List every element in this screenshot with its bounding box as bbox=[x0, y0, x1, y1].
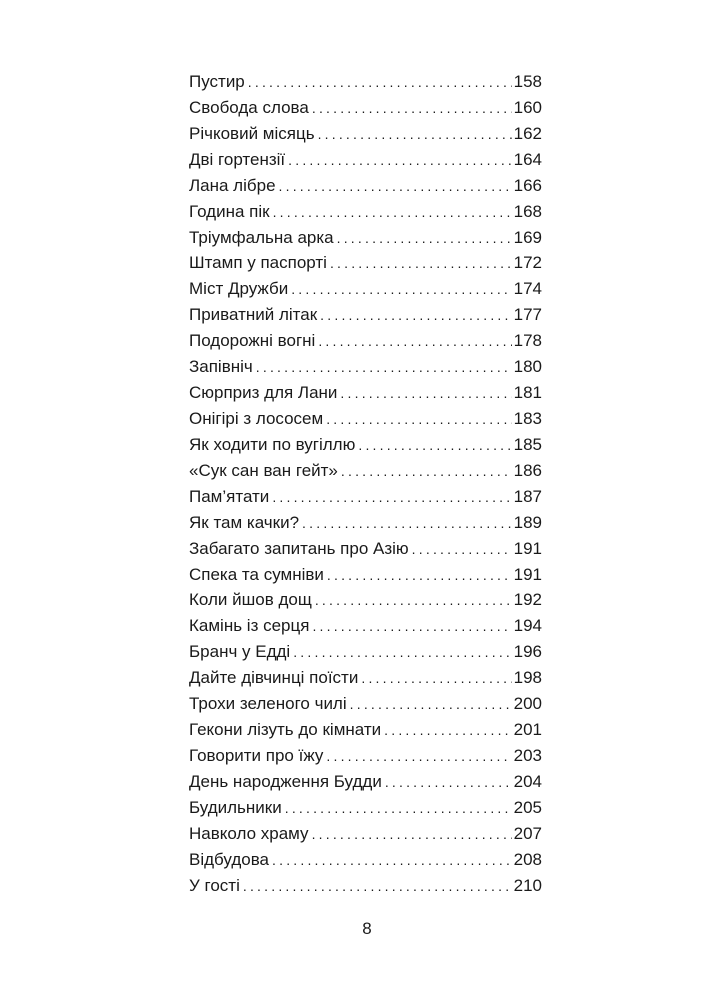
toc-entry-page: 194 bbox=[513, 616, 542, 636]
toc-entry-page: 196 bbox=[513, 642, 542, 662]
dot-leader bbox=[272, 485, 511, 511]
dot-leader bbox=[412, 537, 512, 563]
dot-leader bbox=[293, 640, 511, 666]
dot-leader bbox=[341, 459, 512, 485]
dot-leader bbox=[318, 122, 512, 148]
toc-entry-page: 192 bbox=[513, 590, 542, 610]
toc-entry-page: 210 bbox=[513, 875, 542, 895]
toc-entry-title: Як там качки? bbox=[189, 512, 300, 532]
toc-entry bbox=[189, 484, 542, 510]
toc-entry-title: Коли йшов дощ bbox=[189, 590, 312, 610]
toc-entry bbox=[189, 562, 542, 588]
toc-entry-title: Річковий місяць bbox=[189, 123, 315, 143]
dot-leader bbox=[291, 277, 511, 303]
dot-leader bbox=[361, 666, 511, 692]
toc-entry bbox=[189, 354, 542, 380]
toc-entry-page: 204 bbox=[513, 771, 542, 791]
toc-entry bbox=[189, 380, 542, 406]
toc-entry-page: 180 bbox=[513, 357, 542, 377]
toc-entry-title: Міст Дружби bbox=[189, 279, 289, 299]
dot-leader bbox=[337, 226, 512, 252]
dot-leader bbox=[320, 303, 511, 329]
dot-leader bbox=[273, 200, 512, 226]
dot-leader bbox=[315, 588, 512, 614]
toc-entry bbox=[189, 95, 542, 121]
dot-leader bbox=[256, 355, 512, 381]
toc-entry bbox=[189, 613, 542, 639]
dot-leader bbox=[243, 874, 512, 900]
toc-entry-title: Говорити про їжу bbox=[189, 745, 324, 765]
page-number: 8 bbox=[362, 919, 372, 938]
toc-entry-title: Бранч у Едді bbox=[189, 642, 291, 662]
toc-entry bbox=[189, 873, 542, 899]
toc-entry-title: Як ходити по вугіллю bbox=[189, 434, 356, 454]
toc-entry bbox=[189, 250, 542, 276]
toc-entry-title: День народження Будди bbox=[189, 771, 382, 791]
toc-entry-title: Дайте дівчинці поїсти bbox=[189, 668, 359, 688]
dot-leader bbox=[272, 848, 512, 874]
toc-entry-title: У гості bbox=[189, 875, 240, 895]
toc-entry-title: Навколо храму bbox=[189, 823, 309, 843]
toc-entry-page: 164 bbox=[513, 149, 542, 169]
dot-leader bbox=[312, 822, 512, 848]
dot-leader bbox=[350, 692, 512, 718]
toc-entry bbox=[189, 276, 542, 302]
toc-entry-page: 158 bbox=[513, 72, 542, 91]
toc-entry-title: Штамп у паспорті bbox=[189, 253, 327, 273]
toc-entry bbox=[189, 847, 542, 873]
toc-entry bbox=[189, 302, 542, 328]
toc-entry-page: 191 bbox=[513, 538, 542, 558]
toc-entry-title: Подорожні вогні bbox=[189, 331, 316, 351]
toc-entry-title: Забагато запитань про Азію bbox=[189, 538, 409, 558]
toc-entry bbox=[189, 225, 542, 251]
toc-entry-page: 160 bbox=[513, 97, 542, 117]
toc-entry-page: 177 bbox=[513, 305, 542, 325]
toc-entry-page: 187 bbox=[513, 486, 542, 506]
toc-entry-page: 169 bbox=[513, 227, 542, 247]
toc-entry-page: 178 bbox=[513, 331, 542, 351]
toc-entry bbox=[189, 717, 542, 743]
toc-entry bbox=[189, 691, 542, 717]
toc-entry bbox=[189, 458, 542, 484]
toc-entry-title: Свобода слова bbox=[189, 97, 309, 117]
toc-entry bbox=[189, 121, 542, 147]
toc-entry-page: 191 bbox=[513, 564, 542, 584]
toc-entry bbox=[189, 665, 542, 691]
toc-entry-page: 174 bbox=[513, 279, 542, 299]
dot-leader bbox=[312, 614, 511, 640]
dot-leader bbox=[384, 718, 511, 744]
toc-entry-title: Пустир bbox=[189, 72, 245, 91]
toc-entry-page: 203 bbox=[513, 745, 542, 765]
toc-entry bbox=[189, 795, 542, 821]
dot-leader bbox=[248, 70, 512, 96]
toc-entry-title: Спека та сумніви bbox=[189, 564, 324, 584]
toc-entry-title: Дві гортензії bbox=[189, 149, 286, 169]
toc-entry-title: Пам’ятати bbox=[189, 486, 270, 506]
toc-entry-page: 181 bbox=[513, 383, 542, 403]
toc-entry bbox=[189, 432, 542, 458]
toc-entry-page: 201 bbox=[513, 720, 542, 740]
toc-entry-page: 172 bbox=[513, 253, 542, 273]
toc-entry-page: 168 bbox=[513, 201, 542, 221]
table-of-contents bbox=[189, 69, 542, 899]
dot-leader bbox=[358, 433, 511, 459]
toc-entry-page: 183 bbox=[513, 408, 542, 428]
toc-entry-page: 162 bbox=[513, 123, 542, 143]
dot-leader bbox=[330, 251, 512, 277]
toc-entry-page: 207 bbox=[513, 823, 542, 843]
dot-leader bbox=[312, 96, 512, 122]
toc-entry-title: Онігірі з лососем bbox=[189, 408, 324, 428]
toc-entry bbox=[189, 536, 542, 562]
dot-leader bbox=[288, 148, 511, 174]
toc-entry bbox=[189, 769, 542, 795]
toc-entry bbox=[189, 639, 542, 665]
toc-entry-page: 185 bbox=[513, 434, 542, 454]
toc-entry-page: 200 bbox=[513, 694, 542, 714]
toc-entry bbox=[189, 821, 542, 847]
toc-entry-title: Лана лібре bbox=[189, 175, 276, 195]
dot-leader bbox=[327, 563, 512, 589]
toc-entry-title: Запівніч bbox=[189, 357, 253, 377]
toc-entry-title: Тріумфальна арка bbox=[189, 227, 334, 247]
toc-entry-title: Гекони лізуть до кімнати bbox=[189, 720, 382, 740]
toc-entry-title: Трохи зеленого чилі bbox=[189, 694, 347, 714]
toc-entry bbox=[189, 173, 542, 199]
toc-entry-page: 186 bbox=[513, 460, 542, 480]
dot-leader bbox=[285, 796, 512, 822]
toc-entry bbox=[189, 199, 542, 225]
toc-entry bbox=[189, 69, 542, 95]
toc-entry-title: Приватний літак bbox=[189, 305, 318, 325]
toc-entry bbox=[189, 510, 542, 536]
dot-leader bbox=[279, 174, 512, 200]
dot-leader bbox=[302, 511, 512, 537]
toc-entry-title: Будильники bbox=[189, 797, 282, 817]
toc-entry-title: Камінь із серця bbox=[189, 616, 310, 636]
dot-leader bbox=[318, 329, 511, 355]
toc-entry-page: 166 bbox=[513, 175, 542, 195]
toc-entry-title: Відбудова bbox=[189, 849, 270, 869]
dot-leader bbox=[385, 770, 512, 796]
toc-entry-page: 205 bbox=[513, 797, 542, 817]
dot-leader bbox=[340, 381, 511, 407]
toc-entry bbox=[189, 328, 542, 354]
toc-entry-page: 198 bbox=[513, 668, 542, 688]
toc-entry bbox=[189, 406, 542, 432]
toc-entry-page: 189 bbox=[513, 512, 542, 532]
toc-entry-page: 208 bbox=[513, 849, 542, 869]
toc-entry bbox=[189, 587, 542, 613]
toc-entry bbox=[189, 147, 542, 173]
toc-entry-title: Сюрприз для Лани bbox=[189, 383, 338, 403]
toc-entry bbox=[189, 743, 542, 769]
toc-entry-title: Година пік bbox=[189, 201, 270, 221]
dot-leader bbox=[326, 744, 511, 770]
dot-leader bbox=[326, 407, 511, 433]
toc-entry-title: «Сук сан ван гейт» bbox=[189, 460, 338, 480]
